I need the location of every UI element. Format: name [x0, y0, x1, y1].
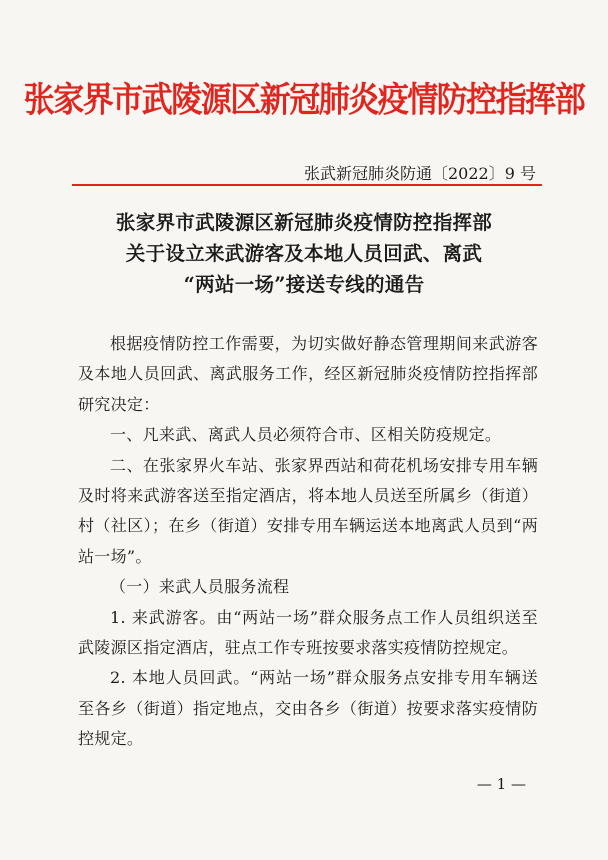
body-paragraph-intro: 根据疫情防控工作需要，为切实做好静态管理期间来武游客及本地人员回武、离武服务工作，经区新冠肺炎疫情防控指挥部研究决定： — [78, 334, 538, 414]
notice-title-line-1: 张家界市武陵源区新冠肺炎疫情防控指挥部 — [115, 211, 493, 234]
notice-title — [0, 207, 608, 300]
notice-title-line-2: 关于设立来武游客及本地人员回武、离武 — [125, 242, 483, 265]
body-paragraph-sub-1: 1. 来武游客。由“两站一场”群众服务点工作人员组织送至武陵源区指定酒店，驻点工作专班按要求落实疫情防控规定。 — [78, 607, 538, 658]
body-paragraph-item-2: 二、在张家界火车站、张家界西站和荷花机场安排专用车辆及时将来武游客送至指定酒店，将本地人员送至所属乡（街道）村（社区）；在乡（街道）安排专用车辆运送本地离武人员到“两站一场”。 — [78, 455, 538, 566]
body-paragraph-item-1: 一、凡来武、离武人员必须符合市、区相关防疫规定。 — [110, 425, 502, 445]
notice-body — [78, 329, 538, 755]
page-number: — 1 — — [476, 775, 526, 793]
notice-title-line-3: “两站一场”接送专线的通告 — [183, 273, 425, 296]
body-paragraph-sub-2: 2. 本地人员回武。“两站一场”群众服务点安排专用车辆送至各乡（街道）指定地点，交由各乡（街道）按要求落实疫情防控规定。 — [78, 668, 538, 749]
org-header-title: 张家界市武陵源区新冠肺炎疫情防控指挥部 — [23, 80, 585, 121]
body-section-heading: （一）来武人员服务流程 — [110, 577, 290, 597]
document-number: 张武新冠肺炎防通〔2022〕9 号 — [304, 164, 536, 183]
red-divider-line — [72, 184, 542, 186]
